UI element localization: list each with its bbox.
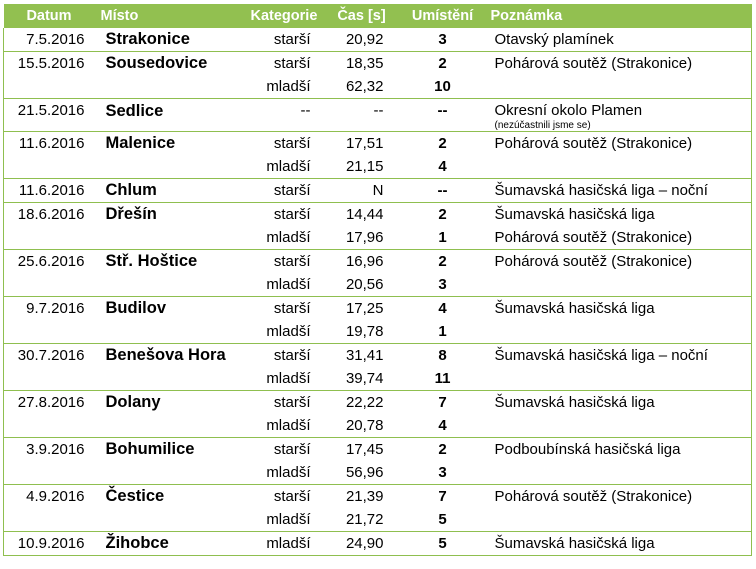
cell-note	[485, 250, 752, 274]
cell-rank: 3	[401, 273, 485, 297]
note-text: Šumavská hasičská liga	[494, 394, 655, 411]
table-row	[4, 179, 752, 203]
cell-date: 25.6.2016	[4, 250, 95, 274]
cell-time: 39,74	[323, 367, 401, 391]
cell-rank: 1	[401, 226, 485, 250]
cell-note	[485, 391, 752, 415]
cell-time: 62,32	[323, 75, 401, 99]
table-row	[4, 99, 752, 132]
cell-date	[4, 461, 95, 485]
cell-rank: 8	[438, 347, 447, 364]
cell-time: 20,78	[323, 414, 401, 438]
cell-place: Sedlice	[95, 99, 245, 132]
cell-category: starší	[273, 253, 311, 270]
cell-date: 30.7.2016	[4, 344, 95, 368]
cell-rank: 1	[401, 320, 485, 344]
cell-rank: 2	[438, 135, 447, 152]
cell-place: Čestice	[105, 487, 165, 505]
cell-date	[4, 320, 95, 344]
cell-place	[95, 508, 245, 532]
cell-date: 11.6.2016	[4, 179, 95, 203]
cell-note	[485, 344, 752, 368]
cell-place	[95, 414, 245, 438]
table-row	[4, 320, 752, 344]
note-small-text: (nezúčastnili jsme se)	[494, 120, 591, 131]
cell-note	[485, 203, 752, 227]
note-text: Šumavská hasičská liga – noční	[494, 347, 708, 364]
cell-rank: 2	[438, 206, 447, 223]
cell-category: mladší	[245, 414, 323, 438]
header-category: Kategorie	[245, 4, 323, 28]
cell-time: 18,35	[345, 55, 384, 72]
table-row	[4, 28, 752, 52]
cell-category: starší	[273, 206, 311, 223]
cell-time: 17,51	[345, 135, 384, 152]
cell-date: 4.9.2016	[4, 485, 95, 509]
cell-time: 31,41	[345, 347, 384, 364]
cell-date	[4, 155, 95, 179]
cell-place	[95, 273, 245, 297]
cell-note	[485, 461, 752, 485]
cell-date: 15.5.2016	[4, 52, 95, 76]
cell-rank: 3	[401, 28, 485, 52]
cell-rank: 2	[438, 55, 447, 72]
cell-place	[95, 226, 245, 250]
cell-note	[485, 28, 752, 52]
cell-date: 11.6.2016	[4, 132, 95, 156]
table-body	[4, 28, 752, 556]
cell-date: 3.9.2016	[4, 438, 95, 462]
cell-place: Malenice	[105, 134, 176, 152]
cell-time: 16,96	[345, 253, 384, 270]
cell-rank: 2	[438, 253, 447, 270]
note-text: Pohárová soutěž (Strakonice)	[494, 55, 693, 72]
cell-category: starší	[273, 441, 311, 458]
note-text: Šumavská hasičská liga	[494, 535, 655, 552]
cell-note	[485, 75, 752, 99]
results-table	[3, 4, 752, 556]
results-table-container	[3, 4, 751, 556]
table-row	[4, 367, 752, 391]
cell-time: 56,96	[323, 461, 401, 485]
cell-rank: 7	[438, 488, 447, 505]
note-text: Šumavská hasičská liga – noční	[494, 182, 708, 199]
cell-rank: 11	[401, 367, 485, 391]
cell-date	[4, 367, 95, 391]
table-row	[4, 203, 752, 227]
note-text: Pohárová soutěž (Strakonice)	[494, 488, 693, 505]
cell-place: Bohumilice	[105, 440, 195, 458]
cell-rank: 2	[438, 441, 447, 458]
table-row	[4, 226, 752, 250]
table-row	[4, 438, 752, 462]
note-text: Pohárová soutěž (Strakonice)	[494, 253, 693, 270]
cell-date	[4, 226, 95, 250]
cell-time: 14,44	[345, 206, 384, 223]
note-text: Okresní okolo Plamen	[494, 102, 643, 119]
cell-place: Stř. Hoštice	[105, 252, 198, 270]
header-note: Poznámka	[485, 4, 752, 28]
note-text: Pohárová soutěž (Strakonice)	[494, 229, 693, 246]
cell-category: mladší	[245, 367, 323, 391]
cell-note	[485, 132, 752, 156]
cell-rank: 4	[401, 155, 485, 179]
cell-time: 20,56	[323, 273, 401, 297]
cell-place: Sousedovice	[105, 54, 208, 72]
table-header	[4, 4, 752, 28]
cell-category: mladší	[245, 532, 323, 556]
cell-note	[485, 485, 752, 509]
header-date: Datum	[4, 4, 95, 28]
cell-date	[4, 414, 95, 438]
header-place: Místo	[95, 4, 245, 28]
table-row	[4, 532, 752, 556]
cell-place: Dřešín	[105, 205, 157, 223]
table-row	[4, 391, 752, 415]
cell-time: 21,72	[323, 508, 401, 532]
cell-category: mladší	[245, 320, 323, 344]
cell-date: 27.8.2016	[4, 391, 95, 415]
table-row	[4, 485, 752, 509]
cell-note	[485, 532, 752, 556]
cell-date	[4, 75, 95, 99]
cell-place: Budilov	[105, 299, 166, 317]
cell-category: starší	[273, 135, 311, 152]
note-text: Otavský plamínek	[494, 31, 614, 48]
cell-date	[4, 273, 95, 297]
table-row	[4, 155, 752, 179]
cell-category: --	[245, 99, 323, 132]
cell-note	[485, 320, 752, 344]
cell-note	[485, 155, 752, 179]
cell-rank: --	[401, 99, 485, 132]
cell-place: Žihobce	[95, 532, 245, 556]
cell-category: starší	[273, 300, 311, 317]
cell-place	[95, 155, 245, 179]
cell-rank: 5	[401, 508, 485, 532]
cell-category: starší	[273, 488, 311, 505]
cell-time: 20,92	[323, 28, 401, 52]
cell-date	[4, 508, 95, 532]
cell-note	[485, 226, 752, 250]
cell-rank: 5	[401, 532, 485, 556]
cell-note	[485, 414, 752, 438]
cell-place: Strakonice	[95, 28, 245, 52]
header-row	[4, 4, 752, 28]
cell-time: 24,90	[323, 532, 401, 556]
cell-time: 19,78	[323, 320, 401, 344]
table-row	[4, 132, 752, 156]
cell-note	[485, 508, 752, 532]
note-text: Pohárová soutěž (Strakonice)	[494, 135, 693, 152]
cell-note	[485, 273, 752, 297]
cell-category: starší	[245, 28, 323, 52]
cell-rank: 7	[438, 394, 447, 411]
header-rank: Umístění	[401, 4, 485, 28]
table-row	[4, 273, 752, 297]
cell-time: 22,22	[345, 394, 384, 411]
cell-category: starší	[245, 179, 323, 203]
cell-time: 17,45	[345, 441, 384, 458]
cell-note	[485, 52, 752, 76]
table-row	[4, 461, 752, 485]
header-time: Čas [s]	[323, 4, 401, 28]
cell-note	[485, 99, 752, 132]
cell-rank: 4	[438, 300, 447, 317]
cell-place	[95, 461, 245, 485]
cell-date: 7.5.2016	[4, 28, 95, 52]
cell-category: starší	[273, 394, 311, 411]
cell-category: starší	[273, 347, 311, 364]
cell-time: 21,15	[323, 155, 401, 179]
cell-date: 9.7.2016	[4, 297, 95, 321]
cell-date: 21.5.2016	[4, 99, 95, 132]
cell-place: Dolany	[105, 393, 161, 411]
cell-place	[95, 367, 245, 391]
cell-rank: 3	[401, 461, 485, 485]
table-row	[4, 75, 752, 99]
cell-date: 18.6.2016	[4, 203, 95, 227]
table-row	[4, 414, 752, 438]
note-text: Šumavská hasičská liga	[494, 300, 655, 317]
cell-note	[485, 438, 752, 462]
cell-category: mladší	[245, 273, 323, 297]
cell-category: starší	[273, 55, 311, 72]
cell-category: mladší	[245, 75, 323, 99]
table-row	[4, 52, 752, 76]
cell-note	[485, 179, 752, 203]
cell-category: mladší	[245, 226, 323, 250]
cell-rank: 4	[401, 414, 485, 438]
cell-rank: --	[401, 179, 485, 203]
cell-time: 21,39	[345, 488, 384, 505]
table-row	[4, 508, 752, 532]
table-row	[4, 344, 752, 368]
cell-time: 17,96	[323, 226, 401, 250]
cell-time: --	[323, 99, 401, 132]
cell-time: 17,25	[345, 300, 384, 317]
cell-note	[485, 297, 752, 321]
table-row	[4, 297, 752, 321]
cell-place	[95, 75, 245, 99]
cell-time: N	[323, 179, 401, 203]
note-text: Podboubínská hasičská liga	[494, 441, 681, 458]
cell-place: Benešova Hora	[105, 346, 226, 364]
cell-category: mladší	[245, 461, 323, 485]
note-text: Šumavská hasičská liga	[494, 206, 655, 223]
cell-category: mladší	[245, 155, 323, 179]
cell-note	[485, 367, 752, 391]
cell-place	[95, 320, 245, 344]
cell-rank: 10	[401, 75, 485, 99]
cell-date: 10.9.2016	[4, 532, 95, 556]
cell-place: Chlum	[95, 179, 245, 203]
cell-category: mladší	[245, 508, 323, 532]
table-row	[4, 250, 752, 274]
